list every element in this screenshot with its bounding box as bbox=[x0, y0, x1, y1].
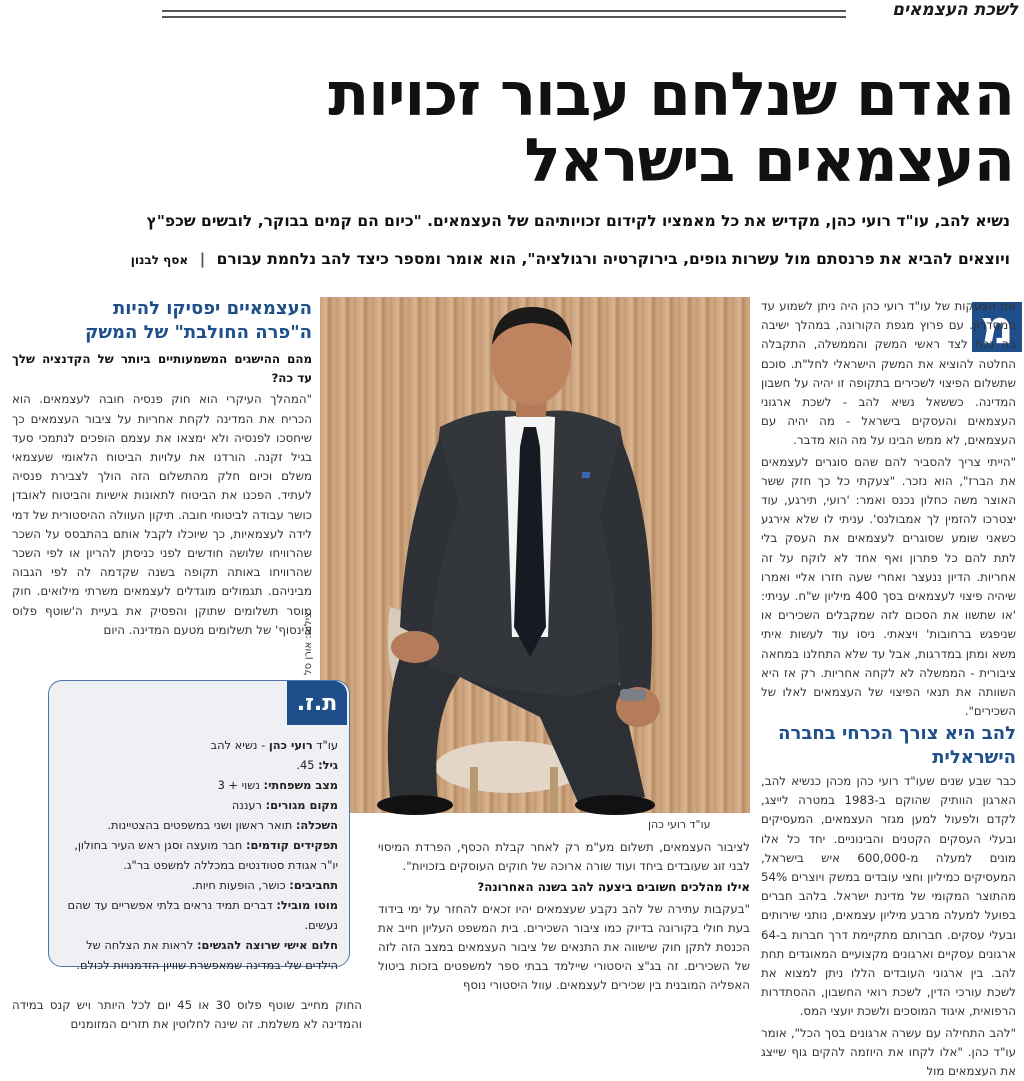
left-column-body bbox=[12, 350, 312, 666]
id-card-body bbox=[58, 735, 338, 975]
paragraph: כבר שבע שנים שעו"ד רועי כהן מכהן כנשיא להב, הארגון הוותיק שהוקם ב-1983 במטרה לייצג, לקדם ולפעול למען מגזר העצמאים, המעסיקים ובעלי העסקים הקטנים והבינוניים. יחד כל אלו מונים למעלה מ-600,000 איש בישראל, המעסיקים כמיליון וחצי עובדים במשק ויוצרים 54% מהתוצר המקומי של מדינת ישראל. בלהב חברים בפועל למעלה מרבע מיליון עצמאים, נותני שירותים ובעלי עסקים. חברותם מתקיימת דרך חברות ב-64 ארגונים עסקיים וארגונים מקצועיים המאוגדים תחת להב. בין ארגוני העובדים הללו ניתן למצוא את לשכת עורכי הדין, לשכת רואי החשבון, ההסתדרות הרפואית, איגוד המוסכים ולשכת יועצי המס. bbox=[761, 774, 1017, 1019]
left-title-line-1: העצמאיים יפסיקו להיות bbox=[112, 298, 312, 319]
paragraph: "המהלך העיקרי הוא חוק פנסיה חובה לעצמאים. הוא הכריח את המדינה לקחת אחריות על ציבור העצמאים כך שיחסכו לפנסיה ולא ימצאו את עצמם הופכים לנתמכי סעד בגיל זקנה. הורדנו את עלויות הביטוח הלאומי שעצמאי משלם וכיום חלק מהתשלום הזה הולך לצבירת פנסיה לעתיד. הפכנו את הביטוח לתאונות אישיות והביטוח לאובדן כושר עבודה לביטוחי חובה. תיקון העוולה ההיסטורית של דמי לידה לעצמאיות, כך שיוכלו לקבל אותם בהתבסס על השכר שהרוויחו שלושה חודשים לפני כניסתן להריון או לפי השכר שהרוויחו באותה תקופה בשנה שקדמה לה לפי הגבוה מביניהם. תגמולים מוגדלים לעצמאים משרתי מילואים. חוק מוסר תשלומים שתוקן והפסיק את בעיית ה'שוטף פלוס אינסוף' של תשלומים מטעם המדינה. היום bbox=[12, 392, 312, 637]
paragraph: לציבור העצמאים, תשלום מע"מ רק לאחר קבלת הכסף, הפרדת המיסוי לבני זוג שעובדים ביחד ועוד שורה ארוכה של חוקים העוסקים בזכויות". bbox=[378, 840, 750, 874]
right-column-body bbox=[761, 297, 1017, 719]
paragraph: את הצעקות של עו"ד רועי כהן היה ניתן לשמוע עד המסדרון. עם פרוץ מגפת הקורונה, במהלך ישיבה בה נכח לצד ראשי המשק והממשלה, התקבלה החלטה להוציא את המשק הישראלי לחל"ת. סוכם שתשלום הפיצוי לשכירים בתקופה זו יהיה על חשבון המדינה. כששאל נשיא להב - לשכת ארגוני העצמאים והעסקים בישראל - מה יהיה עם העצמאים, לא ממש הבינו על מה הוא מדבר. bbox=[761, 299, 1016, 448]
section-label: לשכת העצמאים bbox=[892, 0, 1018, 20]
headline-line-2: העצמאים בישראל bbox=[524, 126, 1014, 196]
left-question: מהם ההישגים המשמעותיים ביותר של הקדנציה שלך עד כה? bbox=[12, 352, 312, 386]
right-column-body-2 bbox=[761, 772, 1017, 1079]
left-title-line-2: ה"פרה החולבת" של המשק bbox=[85, 322, 312, 343]
paragraph: "בעקבות עתירה של להב נקבע שעצמאים יהיו זכאים להחזר על ימי בידוד בעת חולי בקורונה בדיוק כמו ציבור השכירים. בית המשפט העליון חייב את הכנסת לתקן חוק שישווה את התנאים של ציבור העצמאים במצב הזה לזה של השכירים. זה בג"צ היסטורי שיילמד בבתי ספר למשפטים בזכות ביטול האפליה המובנית בין שכירים לעצמאים. עוול היסטורי נוסף bbox=[378, 901, 750, 993]
subhead-line-1: נשיא להב, עו"ד רועי כהן, מקדיש את כל מאמציו לקידום זכויותיהם של העצמאים. "כיום הם קמים בבוקר, לובשים שכפ"ץ bbox=[146, 212, 1010, 230]
middle-question: אילו מהלכים חשובים ביצעה להב בשנה האחרונה? bbox=[477, 880, 750, 895]
author: אסף לבנון bbox=[130, 253, 189, 267]
header-rule bbox=[162, 10, 846, 18]
bottom-left-body: החוק מחייב שוטף פלוס 30 או 45 יום לכל היותר ויש קנס במידה והמדינה לא משלמת. זה שינה לחלוטין את תזרים המזומנים bbox=[12, 998, 362, 1032]
headline-line-1: האדם שנלחם עבור זכויות bbox=[328, 60, 1014, 130]
dropcap: מ bbox=[972, 302, 1022, 352]
portrait-illustration bbox=[320, 297, 750, 813]
id-row-name: עו"ד רועי כהן - נשיא להב bbox=[210, 738, 338, 752]
id-row-motto: מוטו מוביל: דברים תמיד נראים בלתי אפשריים עד שהם נעשים. bbox=[67, 898, 338, 932]
subhead-line-2 bbox=[131, 246, 1010, 273]
photo-caption: עו"ד רועי כהן bbox=[648, 818, 711, 831]
subhead-text: ויוצאים להביא את פרנסתם מול עשרות גופים, בירוקרטיה ורגולציה", הוא אומר ומספר כיצד להב נלחמת עבורם bbox=[216, 250, 1010, 268]
middle-column-body bbox=[378, 838, 750, 1024]
divider: | bbox=[199, 250, 206, 268]
id-row-status: מצב משפחתי: נשוי + 3 bbox=[217, 778, 338, 792]
id-row-residence: מקום מגורים: רעננה bbox=[231, 798, 338, 812]
paragraph: "להב התחילה עם עשרה ארגונים בסך הכל", אומר עו"ד כהן. "אלו לקחו את היוזמה להקים גוף שייצג את העצמאים מול bbox=[761, 1025, 1016, 1079]
id-name-bold: רועי כהן bbox=[268, 738, 313, 752]
right-subtitle: להב היא צורך הכרחי בחברה הישראלית bbox=[778, 723, 1016, 768]
id-card-tab: ת.ז. bbox=[287, 681, 347, 725]
photo-credit: צילום: אורן סל bbox=[303, 612, 314, 675]
portrait-photo bbox=[320, 297, 750, 813]
id-row-age: גיל: 45. bbox=[296, 758, 338, 772]
id-row-dream: חלום אישי שרוצה להגשים: לראות את הצלחה של הילדים שלי במדינה שמאפשרת שוויון הזדמנויות לכולם. bbox=[76, 938, 338, 972]
id-row-previous-roles: תפקידים קודמים: חבר מועצה וסגן ראש העיר בחולון, יו"ר אגודת סטודנטים במכללה למשפט בר"ג. bbox=[74, 838, 338, 872]
paragraph: "הייתי צריך להסביר להם שהם סוגרים לעצמאים את הברז", הוא נזכר. "צעקתי כל כך חזק ששר האוצר משה כחלון נכנס ואמר: 'רועי, תירגע, עוד יצטרכו להזמין לך אמבולנס'. עניתי לו שלא אירגע כשאני שומע שסוגרים לעצמאים את העסק בלי לתת להם כל פתרון ואף אחד לא לוקח על זה אחריות. הדיון ננעצר ואחרי שעה חזרו אליי ואמרו שיהיה פיצוי לעצמאים בסך 400 מיליון ש"ח. עניתי: 'או שתשוו את הסכום לזה שמקבלים השכירים או שניפגש ברחובות' ויצאתי. ניסו עוד לעשות איתי משא ומתן במדרגות, אבל עד שלא התחלנו במחאה ציבורית - הממשלה לא לקחה אחריות. רק אז היא השוותה את תנאי הפיצוי של העצמאים לאלו של השכירים". bbox=[761, 454, 1017, 719]
id-row-education: השכלה: תואר ראשון ושני במשפטים בהצטיינות. bbox=[107, 818, 338, 832]
id-row-hobbies: תחביבים: כושר, הופעות חיות. bbox=[191, 878, 338, 892]
